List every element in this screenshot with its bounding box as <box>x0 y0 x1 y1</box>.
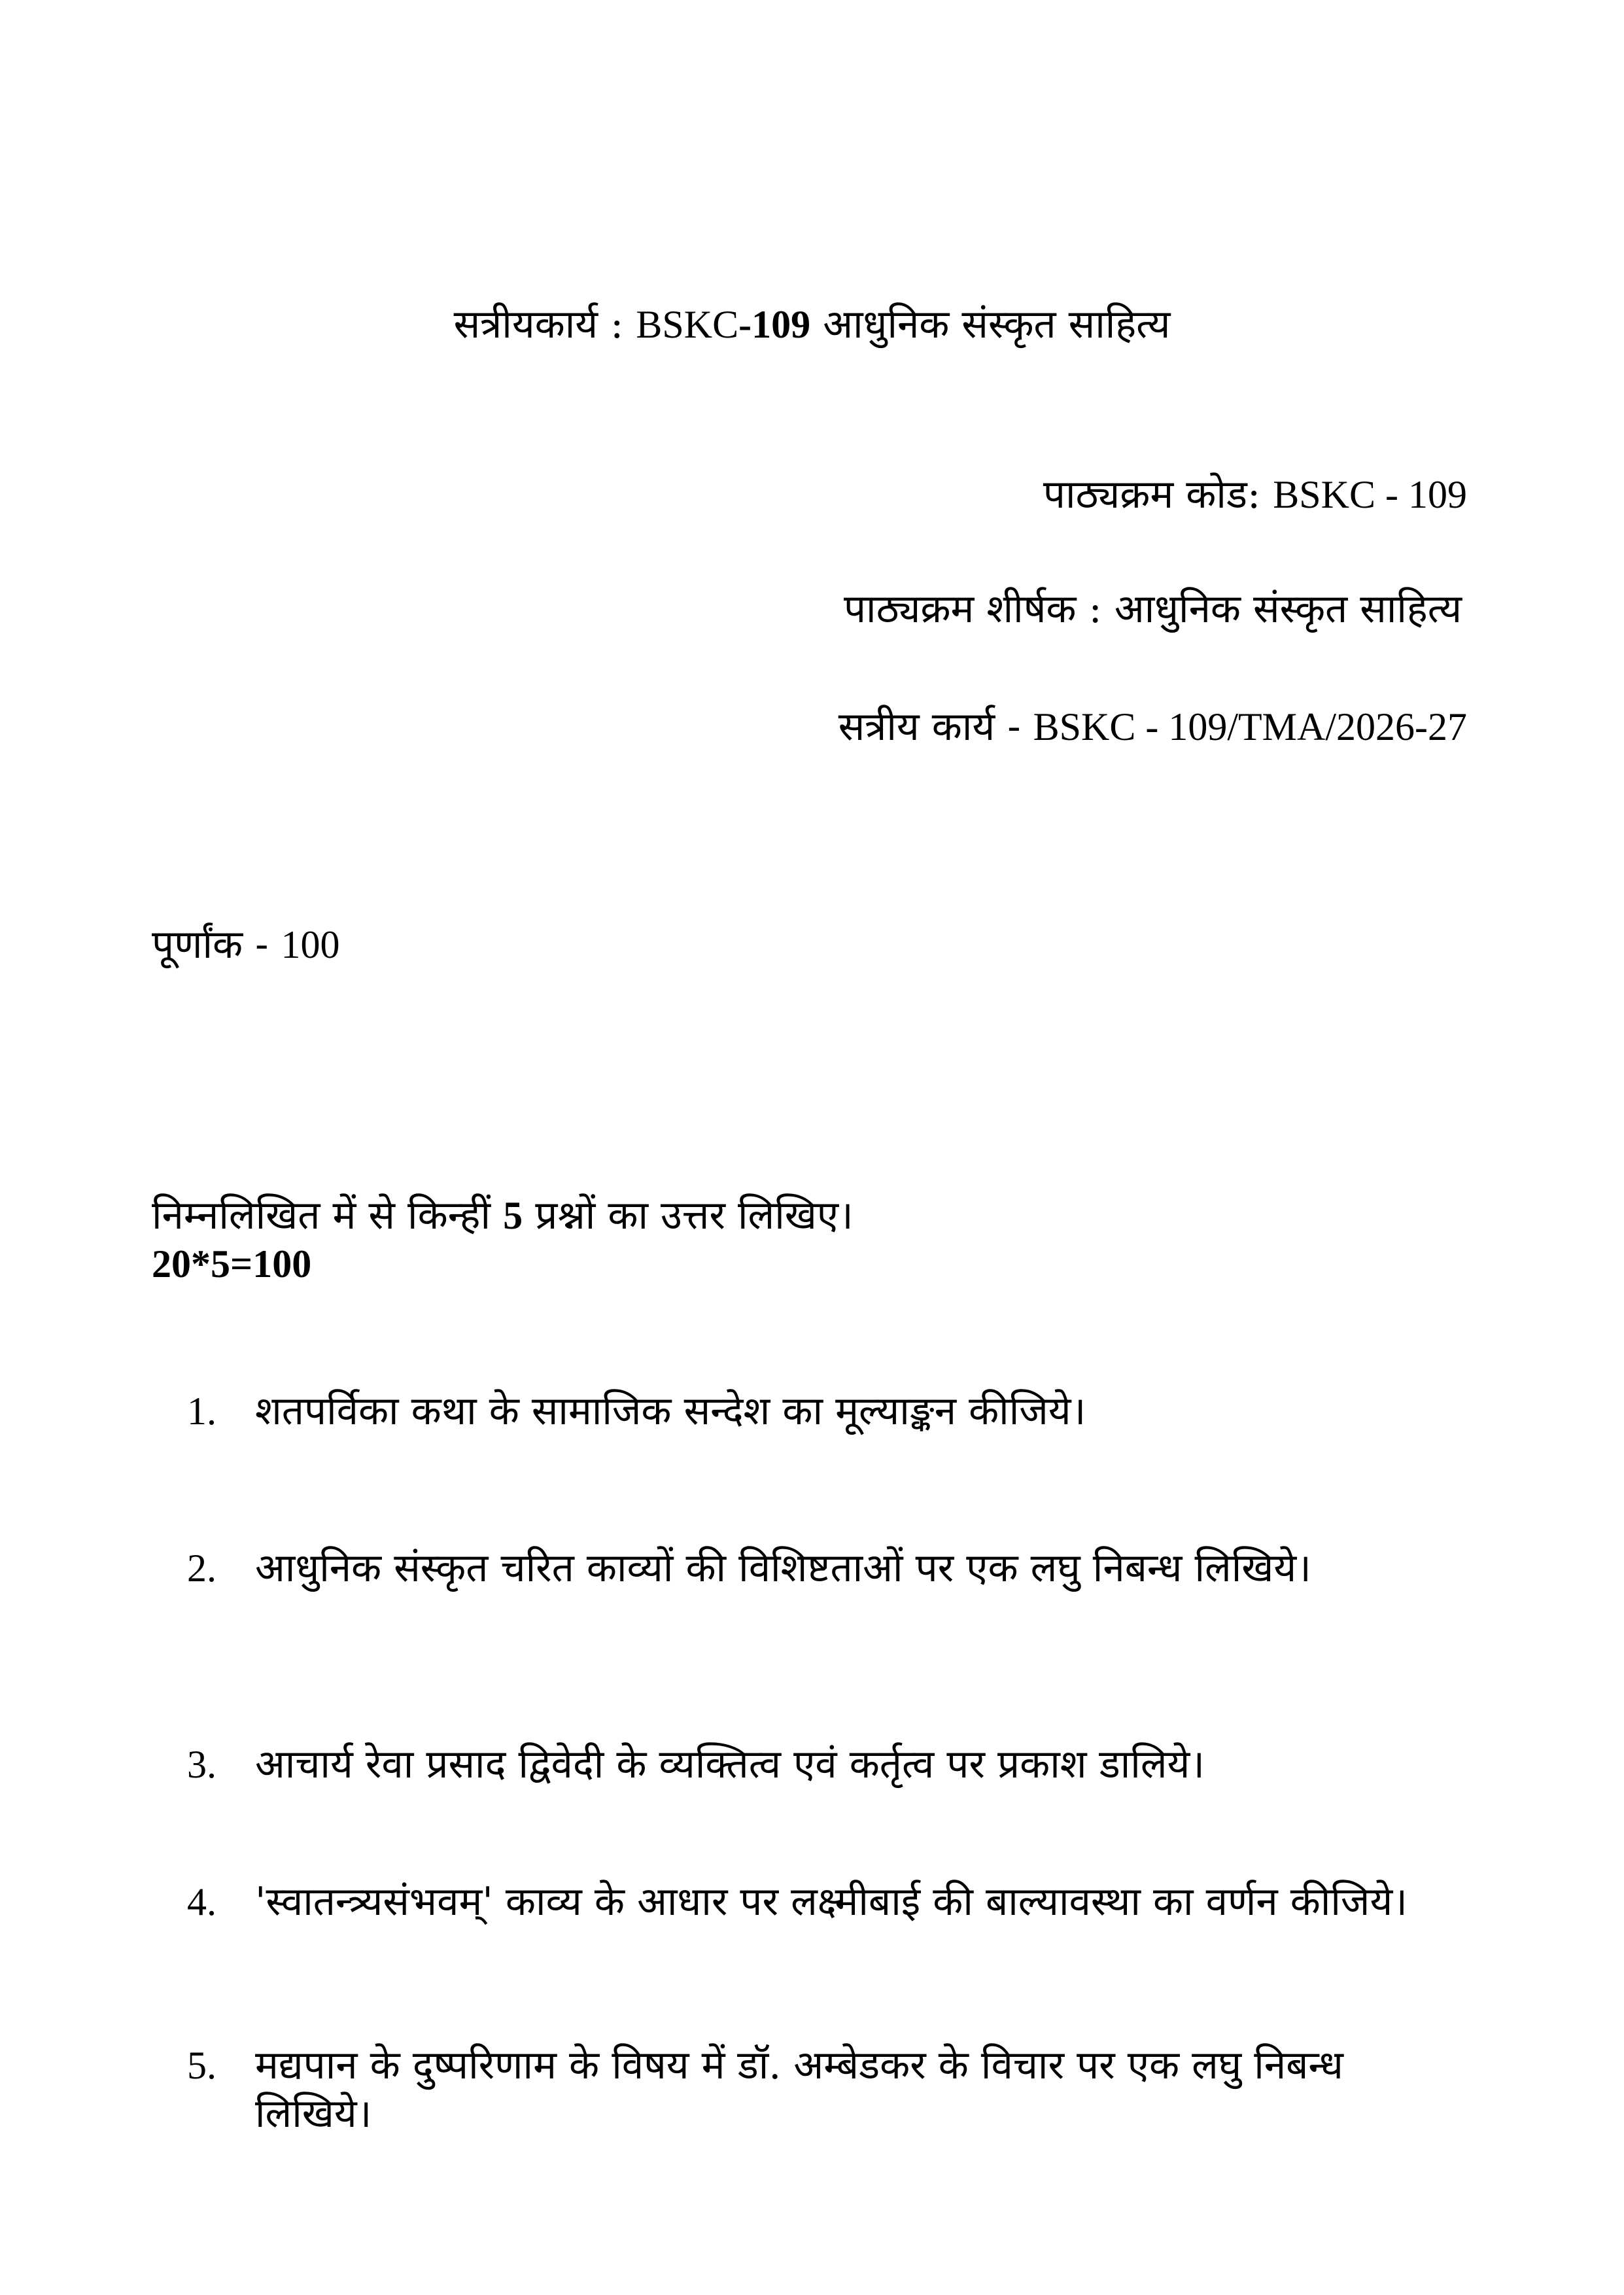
question-number: 5. <box>187 2044 216 2087</box>
assignment-title <box>0 301 1624 348</box>
instructions-text-before: निम्नलिखित में से किन्हीं <box>152 1193 491 1238</box>
assignment-code-line <box>838 703 1467 750</box>
course-title-line <box>844 586 1462 633</box>
question-text: आधुनिक संस्कृत चरित काव्यों की विशिष्टताओं पर एक लघु निबन्ध लिखिये। <box>255 1545 1311 1591</box>
instructions-count: 5 <box>503 1194 523 1237</box>
max-marks-line <box>152 921 340 968</box>
question-text: आचार्य रेवा प्रसाद द्विवेदी के व्यक्तित्व एवं कर्तृत्व पर प्रकाश डालिये। <box>255 1742 1205 1787</box>
question-number: 4. <box>187 1880 216 1923</box>
instructions-text-after: प्रश्नों का उत्तर लिखिए। <box>535 1193 854 1238</box>
question-text: 'स्वातन्त्र्यसंभवम्' काव्य के आधार पर लक्ष्मीबाई की बाल्यावस्था का वर्णन कीजिये। <box>255 1879 1408 1925</box>
max-marks-value: 100 <box>281 923 340 966</box>
assignment-code-value: BSKC - 109/TMA/2026-27 <box>1033 705 1467 748</box>
course-title-label: पाठ्यक्रम शीर्षक : <box>843 586 1102 632</box>
max-marks-label: पूर्णांक - <box>152 922 269 968</box>
title-code-number: -109 <box>738 303 811 346</box>
question-number: 1. <box>187 1390 216 1433</box>
marks-formula: 20*5=100 <box>152 1242 312 1286</box>
course-code-label: पाठ्यक्रम कोड: <box>1043 472 1261 517</box>
course-title-value: आधुनिक संस्कृत साहित्य <box>1114 586 1462 632</box>
course-code-line <box>1043 471 1467 518</box>
assignment-code-label: सत्रीय कार्य - <box>838 704 1021 750</box>
instructions-line <box>152 1192 854 1239</box>
course-code-value: BSKC - 109 <box>1273 473 1467 516</box>
question-number: 3. <box>187 1743 216 1786</box>
title-code-letters: BSKC <box>636 303 739 346</box>
title-subject: आधुनिक संस्कृत साहित्य <box>823 302 1171 347</box>
question-text: मद्यपान के दुष्परिणाम के विषय में डॉ. अम्बेडकर के विचार पर एक लघु निबन्ध लिखिये। <box>255 2042 1343 2137</box>
title-prefix: सत्रीयकार्य : <box>453 302 624 347</box>
question-text: शतपर्विका कथा के सामाजिक सन्देश का मूल्याङ्कन कीजिये। <box>255 1388 1086 1434</box>
question-number: 2. <box>187 1547 216 1590</box>
